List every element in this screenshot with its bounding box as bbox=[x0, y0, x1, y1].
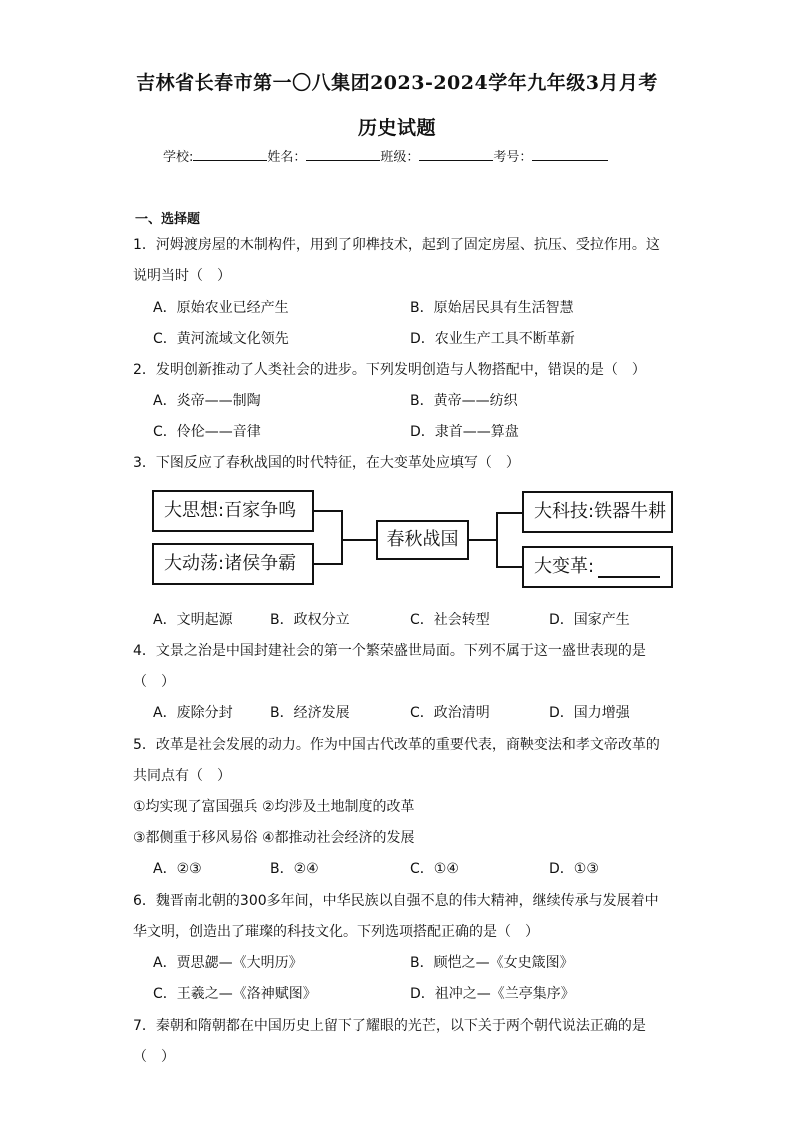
question-6-stem-line2: 华文明，创造出了璀璨的科技文化。下列选项搭配正确的是（ ） bbox=[133, 924, 539, 940]
question-4-option-b[interactable]: B．经济发展 bbox=[270, 705, 350, 721]
connector-right-center bbox=[469, 539, 497, 541]
exam-title-line1: 吉林省长春市第一〇八集团2023-2024学年九年级3月月考 bbox=[136, 72, 658, 94]
question-2-option-d[interactable]: D．隶首——算盘 bbox=[410, 424, 519, 440]
connector-left-center bbox=[341, 539, 376, 541]
question-4-stem-line1: 4．文景之治是中国封建社会的第一个繁荣盛世局面。下列不属于这一盛世表现的是 bbox=[133, 643, 646, 659]
connector-right-bottom bbox=[496, 566, 522, 568]
connector-right-vertical bbox=[496, 512, 498, 568]
question-3-option-a[interactable]: A．文明起源 bbox=[153, 612, 233, 628]
exam-no-blank[interactable] bbox=[532, 146, 608, 161]
diagram-box-center bbox=[376, 520, 469, 560]
question-7-stem-line1: 7．秦朝和隋朝都在中国历史上留下了耀眼的光芒，以下关于两个朝代说法正确的是 bbox=[133, 1018, 646, 1034]
connector-left-top bbox=[314, 510, 342, 512]
question-2-option-a[interactable]: A．炎帝——制陶 bbox=[153, 393, 261, 409]
question-3-option-b[interactable]: B．政权分立 bbox=[270, 612, 350, 628]
question-6-option-a[interactable]: A．贾思勰—《大明历》 bbox=[153, 955, 303, 971]
diagram-box-thought bbox=[152, 490, 314, 532]
question-6-option-b[interactable]: B．顾恺之—《女史箴图》 bbox=[410, 955, 574, 971]
diagram-answer-blank[interactable] bbox=[598, 557, 660, 578]
diagram-box-turmoil bbox=[152, 543, 314, 585]
question-5-option-d[interactable]: D．①③ bbox=[549, 861, 599, 877]
diagram-box-turmoil-label: 大动荡:诸侯争霸 bbox=[164, 553, 297, 574]
question-1-option-b[interactable]: B．原始居民具有生活智慧 bbox=[410, 300, 574, 316]
connector-left-vertical bbox=[341, 510, 343, 565]
question-5-option-a[interactable]: A．②③ bbox=[153, 861, 202, 877]
question-1-stem-line2: 说明当时（ ） bbox=[133, 268, 231, 284]
question-1-option-d[interactable]: D．农业生产工具不断革新 bbox=[410, 331, 575, 347]
question-5-stem-line1: 5．改革是社会发展的动力。作为中国古代改革的重要代表，商鞅变法和孝文帝改革的 bbox=[133, 737, 660, 753]
exam-title-line2: 历史试题 bbox=[357, 117, 436, 139]
name-blank[interactable] bbox=[306, 146, 380, 161]
exam-no-label: 考号： bbox=[493, 150, 533, 165]
question-1-option-a[interactable]: A．原始农业已经产生 bbox=[153, 300, 289, 316]
section-title: 一、选择题 bbox=[135, 212, 201, 227]
class-blank[interactable] bbox=[419, 146, 493, 161]
question-5-option-b[interactable]: B．②④ bbox=[270, 861, 319, 877]
diagram-box-center-label: 春秋战国 bbox=[386, 529, 459, 550]
question-4-option-c[interactable]: C．政治清明 bbox=[410, 705, 490, 721]
question-2-option-c[interactable]: C．伶伦——音律 bbox=[153, 424, 261, 440]
diagram-box-thought-label: 大思想:百家争鸣 bbox=[164, 500, 297, 521]
name-label: 姓名： bbox=[267, 150, 307, 165]
diagram-box-reform-label: 大变革: bbox=[534, 556, 595, 577]
question-6-stem-line1: 6．魏晋南北朝的300多年间，中华民族以自强不息的伟大精神，继续传承与发展着中 bbox=[133, 893, 659, 909]
diagram-box-technology bbox=[522, 491, 673, 533]
question-2-option-b[interactable]: B．黄帝——纺织 bbox=[410, 393, 518, 409]
question-5-statements-line2: ③都侧重于移风易俗 ④都推动社会经济的发展 bbox=[133, 830, 415, 846]
question-2-stem: 2．发明创新推动了人类社会的进步。下列发明创造与人物搭配中，错误的是（ ） bbox=[133, 362, 646, 378]
question-7-stem-line2: （ ） bbox=[133, 1049, 175, 1065]
question-1-option-c[interactable]: C．黄河流域文化领先 bbox=[153, 331, 289, 347]
question-3-option-d[interactable]: D．国家产生 bbox=[549, 612, 630, 628]
question-3-option-c[interactable]: C．社会转型 bbox=[410, 612, 490, 628]
question-5-stem-line2: 共同点有（ ） bbox=[133, 768, 231, 784]
diagram-box-reform bbox=[522, 546, 673, 588]
question-4-option-a[interactable]: A．废除分封 bbox=[153, 705, 233, 721]
question-5-option-c[interactable]: C．①④ bbox=[410, 861, 459, 877]
question-5-statements-line1: ①均实现了富国强兵 ②均涉及土地制度的改革 bbox=[133, 799, 415, 815]
question-4-option-d[interactable]: D．国力增强 bbox=[549, 705, 630, 721]
question-3-stem: 3．下图反应了春秋战国的时代特征，在大变革处应填写（ ） bbox=[133, 455, 520, 471]
connector-right-top bbox=[496, 512, 522, 514]
question-1-stem-line1: 1．河姆渡房屋的木制构件，用到了卯榫技术，起到了固定房屋、抗压、受拉作用。这 bbox=[133, 237, 660, 253]
question-4-stem-line2: （ ） bbox=[133, 674, 175, 690]
diagram-box-technology-label: 大科技:铁器牛耕 bbox=[534, 501, 667, 522]
school-label: 学校: bbox=[163, 150, 194, 165]
question-6-option-c[interactable]: C．王羲之—《洛神赋图》 bbox=[153, 986, 317, 1002]
student-info-line bbox=[163, 146, 608, 165]
connector-left-bottom bbox=[314, 563, 342, 565]
class-label: 班级： bbox=[380, 150, 420, 165]
school-blank[interactable] bbox=[193, 146, 267, 161]
question-6-option-d[interactable]: D．祖冲之—《兰亭集序》 bbox=[410, 986, 575, 1002]
